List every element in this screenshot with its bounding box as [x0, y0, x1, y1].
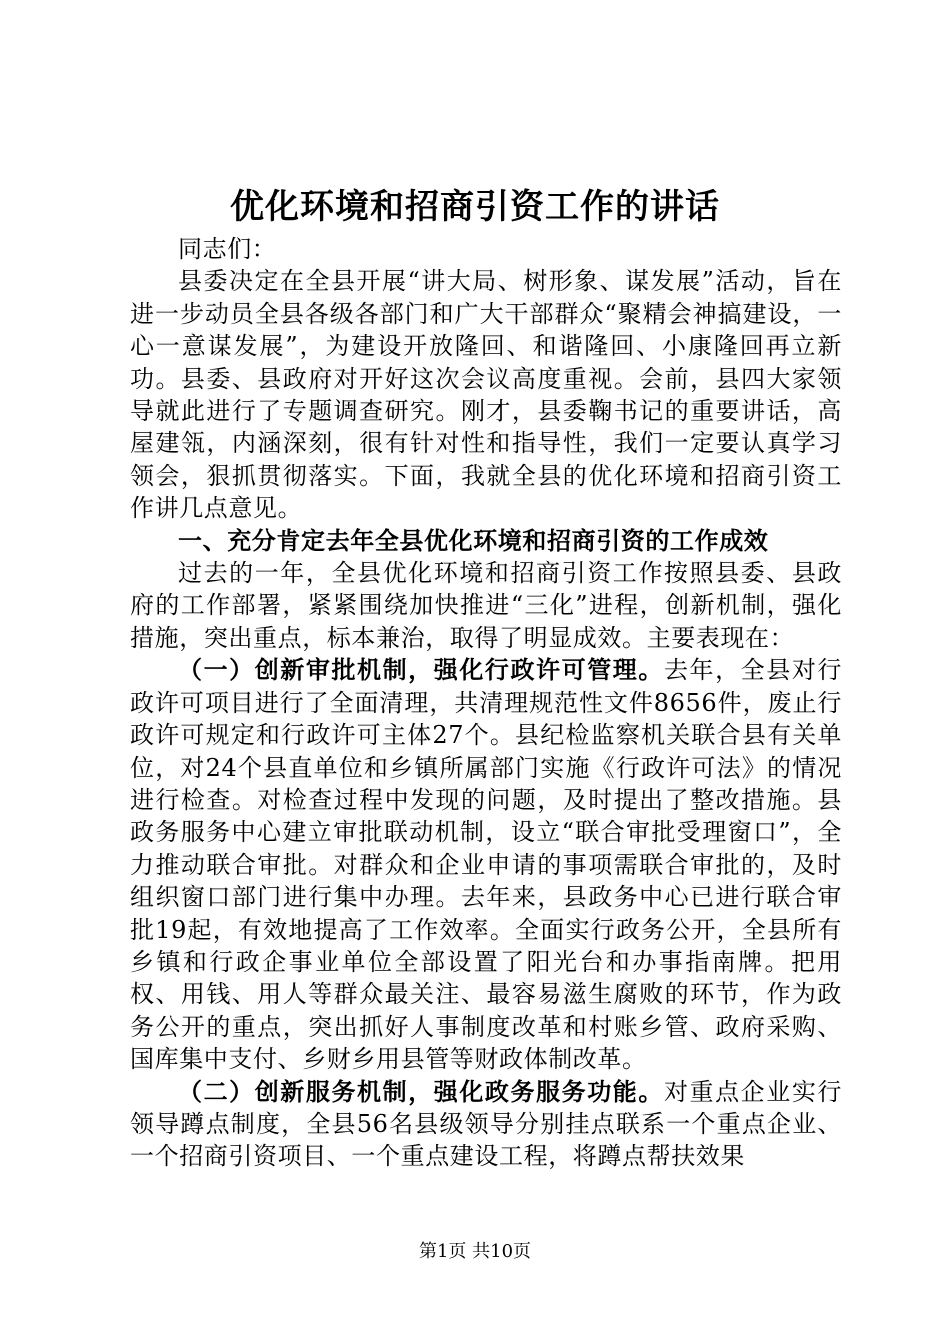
paragraph-intro: 县委决定在全县开展“讲大局、树形象、谋发展”活动，旨在进一步动员全县各级各部门和广大干部群众“聚精会神搞建设，一心一意谋发展”，为建设开放隆回、和谐隆回、小康隆回再立新功。县委、县政府对开好这次会议高度重视。会前，县四大家领导就此进行了专题调查研究。刚才，县委鞠书记的重要讲话，高屋建瓴，内涵深刻，很有针对性和指导性，我们一定要认真学习领会，狠抓贯彻落实。下面，我就全县的优化环境和招商引资工作讲几点意见。	[130, 267, 842, 523]
item2-lead: （二）创新服务机制，强化政务服务功能。	[178, 1076, 664, 1106]
salutation: 同志们：	[178, 235, 277, 263]
item1-lead: （一）创新审批机制，强化行政许可管理。	[178, 655, 664, 685]
document-title: 优化环境和招商引资工作的讲话	[230, 187, 720, 227]
paragraph-item2	[130, 1076, 842, 1173]
document-body	[130, 233, 842, 1173]
item1-body: 去年，全县对行政许可项目进行了全面清理，共清理规范性文件8656件，废止行政许可规定和行政许可主体27个。县纪检监察机关联合县有关单位，对24个县直单位和乡镇所属部门实施《行政许可法》的情况进行检查。对检查过程中发现的问题，及时提出了整改措施。县政务服务中心建立审批联动机制，设立“联合审批受理窗口”，全力推动联合审批。对群众和企业申请的事项需联合审批的，及时组织窗口部门进行集中办理。去年来，县政务中心已进行联合审批19起，有效地提高了工作效率。全面实行政务公开，全县所有乡镇和行政企事业单位全部设置了阳光台和办事指南牌。把用权、用钱、用人等群众最关注、最容易滋生腐败的环节，作为政务公开的重点，突出抓好人事制度改革和村账乡管、政府采购、国库集中支付、乡财乡用县管等财政体制改革。	[130, 656, 842, 1074]
section-heading-1: 一、充分肯定去年全县优化环境和招商引资的工作成效	[178, 525, 769, 555]
page-footer: 第1页 共10页	[418, 1241, 532, 1262]
item2-body: 对重点企业实行领导蹲点制度，全县56名县级领导分别挂点联系一个重点企业、一个招商引资项目、一个重点建设工程，将蹲点帮扶效果	[130, 1077, 842, 1171]
paragraph-section1: 过去的一年，全县优化环境和招商引资工作按照县委、县政府的工作部署，紧紧围绕加快推进“三化”进程，创新机制，强化措施，突出重点，标本兼治，取得了明显成效。主要表现在：	[130, 559, 842, 652]
paragraph-item1	[130, 654, 842, 1075]
